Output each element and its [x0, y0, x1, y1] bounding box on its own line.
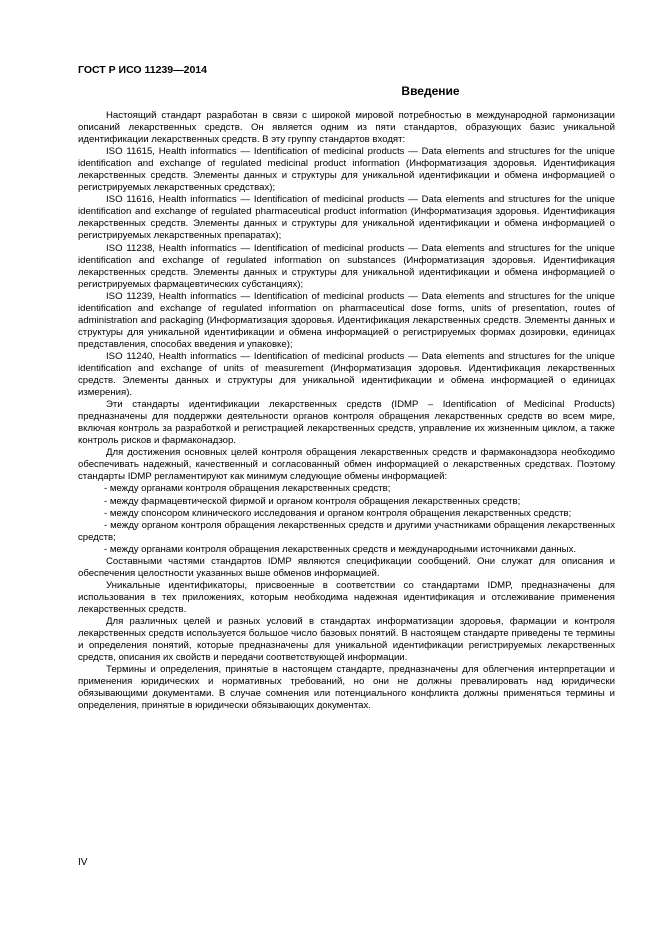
list-item: - между органами контроля обращения лекарственных средств и международными источниками данных. — [104, 543, 577, 555]
page-number: IV — [78, 857, 88, 868]
document-header: ГОСТ Р ИСО 11239—2014 — [78, 64, 207, 76]
body-text — [78, 110, 615, 712]
paragraph: ISO 11239, Health informatics — Identification of medicinal products — Data elements and structures for the unique identification and exchange of regulated information on pharmaceutical dose forms, units of presentation, routes of administration and packaging (Информатизация здоровья. Идентификация лекарственных средств. Элементы данных и структуры для уникальной идентификации и обмена информацией о регистрируемых формах дозировки, единицах представления, способах введения и упаковке); — [78, 290, 615, 350]
list-item: - между органом контроля обращения лекарственных средств и другими участниками обращения лекарственных средств; — [78, 519, 615, 543]
section-title: Введение — [401, 84, 460, 98]
paragraph: Настоящий стандарт разработан в связи с широкой мировой потребностью в международной гармонизации описаний лекарственных средств. Он является одним из пяти стандартов, образующих базис уникальной идентификации лекарственных средств. В эту группу стандартов входят: — [78, 110, 615, 146]
paragraph: Эти стандарты идентификации лекарственных средств (IDMP – Identification of Medicinal Products) предназначены для поддержки деятельности органов контроля обращения лекарственных средств во всем мире, включая контроль за разработкой и регистрацией лекарственных средств, управление их жизненным циклом, а также контроль рисков и фармаконадзор. — [78, 399, 615, 447]
list-item: - между спонсором клинического исследования и органом контроля обращения лекарственных средств; — [104, 507, 572, 519]
paragraph: ISO 11240, Health informatics — Identification of medicinal products — Data elements and structures for the unique identification and exchange of units of measurement (Информатизация здоровья. Идентификация лекарственных средств. Элементы данных и структуры для уникальной идентификации и обмена информацией о единицах измерения). — [78, 350, 615, 399]
list-item: - между органами контроля обращения лекарственных средств; — [104, 483, 391, 495]
list-item: - между фармацевтической фирмой и органом контроля обращения лекарственных средств; — [104, 495, 521, 507]
paragraph: Для достижения основных целей контроля обращения лекарственных средств и фармаконадзора необходимо обеспечивать надежный, качественный и согласованный обмен информацией о лекарственных средствах. Поэтому стандарты IDMP регламентируют как минимум следующие обмены информацией: — [78, 447, 615, 483]
paragraph: ISO 11616, Health informatics — Identification of medicinal products — Data elements and structures for the unique identification and exchange of regulated pharmaceutical product information (Информатизация здоровья. Идентификация лекарственных средств. Элементы данных и структуры для уникальной идентификации и обмена информацией о регистрируемых лекарственных препаратах); — [78, 194, 615, 242]
paragraph: Составными частями стандартов IDMP являются спецификации сообщений. Они служат для описания и обеспечения целостности указанных выше обменов информацией. — [78, 555, 615, 579]
paragraph: ISO 11615, Health informatics — Identification of medicinal products — Data elements and structures for the unique identification and exchange of regulated medicinal product information (Информатизация здоровья. Идентификация лекарственных средств. Элементы данных и структуры для уникальной идентификации и обмена информацией о регистрируемых лекарственных средствах); — [78, 146, 615, 194]
paragraph: Уникальные идентификаторы, присвоенные в соответствии со стандартами IDMP, предназначены для использования в тех приложениях, которым необходима надежная идентификация и отслеживание применения лекарственных средств. — [78, 579, 615, 615]
paragraph: Термины и определения, принятые в настоящем стандарте, предназначены для облегчения интерпретации и применения юридических и нормативных требований, но они не должны превалировать над юридически обязывающими документами. В случае сомнения или потенциального конфликта должны применяться термины и определения, принятые в юридически обязывающих документах. — [78, 664, 615, 712]
paragraph: Для различных целей и разных условий в стандартах информатизации здоровья, фармации и контроля лекарственных средств используется большое число базовых понятий. В настоящем стандарте приведены те термины и определения понятий, которые предназначены для уникальной идентификации регистрируемых лекарственных средств, описания их свойств и передачи соответствующей информации. — [78, 615, 615, 664]
paragraph: ISO 11238, Health informatics — Identification of medicinal products — Data elements and structures for the unique identification and exchange of regulated information on substances (Информатизация здоровья. Идентификация лекарственных средств. Элементы данных и структуры для уникальной идентификации и обмена информацией о регистрируемых фармацевтических субстанциях); — [78, 242, 615, 290]
